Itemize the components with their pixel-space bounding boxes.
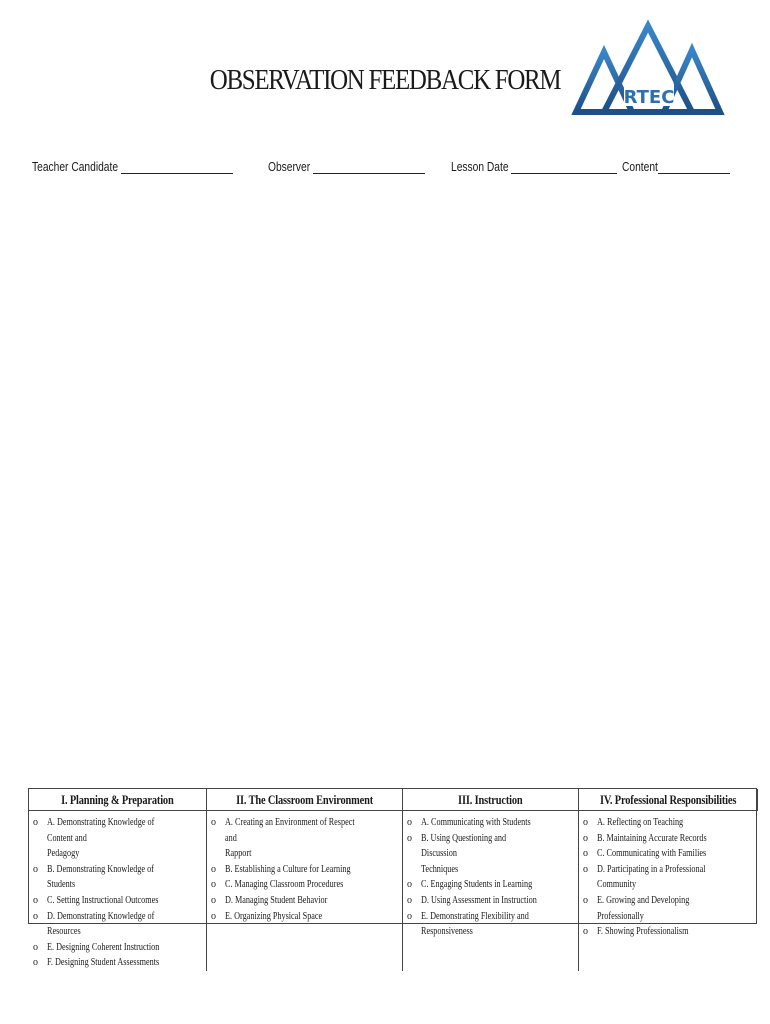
list-item: o D. Participating in a Professional Community bbox=[583, 863, 706, 891]
list-item: o C. Communicating with Families bbox=[581, 846, 758, 862]
bullet-icon: o bbox=[583, 894, 588, 906]
bullet-icon: o bbox=[407, 910, 412, 922]
teacher-candidate-field[interactable] bbox=[32, 160, 233, 174]
observer-line[interactable] bbox=[313, 161, 425, 174]
domain-header: I. Planning & Preparation bbox=[29, 789, 207, 811]
bullet-icon: o bbox=[211, 894, 216, 906]
domain-list bbox=[403, 811, 579, 971]
bullet-icon: o bbox=[33, 910, 38, 922]
bullet-icon: o bbox=[583, 832, 588, 844]
form-title: OBSERVATION FEEDBACK FORM bbox=[209, 64, 561, 96]
teacher-candidate-label: Teacher Candidate bbox=[32, 160, 119, 174]
bullet-icon: o bbox=[583, 926, 588, 938]
list-item: o F. Showing Professionalism bbox=[581, 924, 758, 940]
observer-field[interactable] bbox=[268, 160, 425, 174]
content-line[interactable] bbox=[658, 161, 730, 174]
list-item: o E. Growing and Developing Professionally bbox=[583, 894, 690, 922]
observer-label: Observer bbox=[268, 160, 311, 174]
header-fields bbox=[32, 160, 752, 180]
list-item: o C. Engaging Students in Learning bbox=[405, 877, 578, 893]
list-item: o A. Communicating with Students bbox=[405, 815, 578, 831]
list-item: o C. Managing Classroom Procedures bbox=[209, 877, 402, 893]
content-field[interactable] bbox=[622, 160, 730, 174]
bullet-icon: o bbox=[407, 817, 412, 828]
bullet-icon: o bbox=[211, 910, 216, 922]
bullet-icon: o bbox=[407, 832, 412, 844]
rtec-logo bbox=[574, 22, 722, 118]
bullet-icon: o bbox=[211, 863, 216, 875]
bullet-icon: o bbox=[583, 863, 588, 875]
framework-table bbox=[28, 788, 757, 969]
bullet-icon: o bbox=[407, 894, 412, 906]
bullet-icon: o bbox=[33, 817, 38, 828]
bullet-icon: o bbox=[211, 879, 216, 891]
bullet-icon: o bbox=[33, 957, 38, 969]
list-item: o A. Creating an Environment of Respect and Rapport bbox=[211, 817, 355, 860]
list-item: o B. Demonstrating Knowledge of Students bbox=[33, 863, 154, 891]
list-item: o B. Maintaining Accurate Records bbox=[581, 831, 758, 847]
bullet-icon: o bbox=[407, 879, 412, 891]
list-item: o C. Setting Instructional Outcomes bbox=[31, 893, 206, 909]
list-item: o E. Demonstrating Flexibility and Responsiveness bbox=[407, 910, 529, 938]
list-item: o E. Designing Coherent Instruction bbox=[31, 940, 206, 956]
list-item: o F. Designing Student Assessments bbox=[31, 955, 206, 971]
domain-list bbox=[579, 811, 758, 971]
bullet-icon: o bbox=[583, 848, 588, 860]
lesson-date-line[interactable] bbox=[511, 161, 617, 174]
list-item: o A. Reflecting on Teaching bbox=[581, 815, 758, 831]
list-item: o A. Demonstrating Knowledge of Content and Pedagogy bbox=[33, 817, 155, 860]
bullet-icon: o bbox=[33, 941, 38, 953]
domain-header: II. The Classroom Environment bbox=[207, 789, 403, 811]
list-item: o D. Using Assessment in Instruction bbox=[405, 893, 578, 909]
list-item: o D. Managing Student Behavior bbox=[209, 893, 402, 909]
list-item: o B. Establishing a Culture for Learning bbox=[209, 862, 402, 878]
bullet-icon: o bbox=[33, 894, 38, 906]
domain-list bbox=[207, 811, 403, 971]
teacher-candidate-line[interactable] bbox=[121, 161, 233, 174]
domain-header: III. Instruction bbox=[403, 789, 579, 811]
content-label: Content bbox=[622, 160, 658, 174]
lesson-date-field[interactable] bbox=[451, 160, 617, 174]
domain-list bbox=[29, 811, 207, 971]
lesson-date-label: Lesson Date bbox=[451, 160, 509, 174]
bullet-icon: o bbox=[583, 817, 588, 828]
bullet-icon: o bbox=[33, 863, 38, 875]
list-item: o D. Demonstrating Knowledge of Resources bbox=[33, 910, 155, 938]
list-item: o B. Using Questioning and Discussion Techniques bbox=[407, 832, 507, 875]
list-item: o E. Organizing Physical Space bbox=[209, 909, 402, 925]
bullet-icon: o bbox=[211, 817, 216, 828]
logo-text: RTEC bbox=[623, 87, 675, 108]
domain-header: IV. Professional Responsibilities bbox=[579, 789, 758, 811]
